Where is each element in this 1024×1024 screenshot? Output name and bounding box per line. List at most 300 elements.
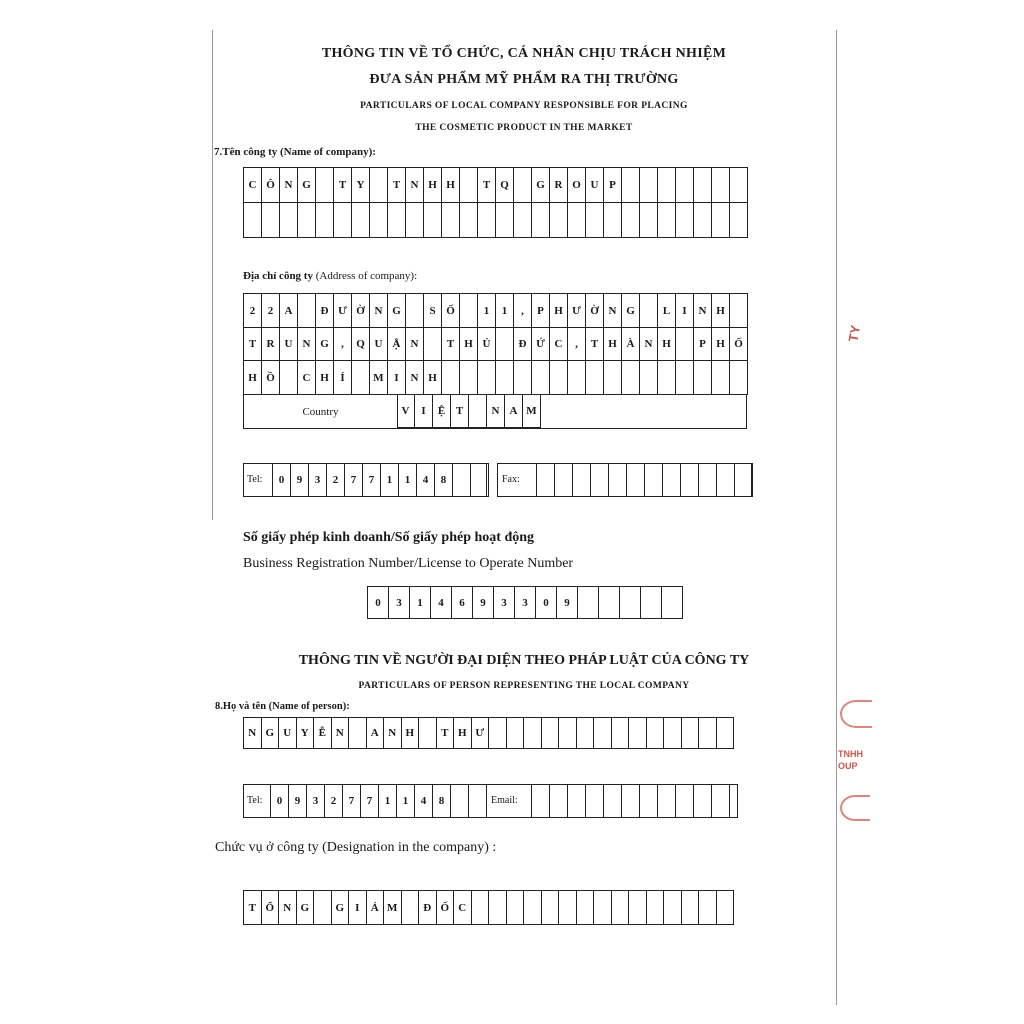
char-cell (244, 203, 262, 238)
stamp-fragment-mid (838, 748, 863, 772)
char-cell: 8 (435, 464, 453, 497)
char-cell: C (244, 168, 262, 203)
company-address-row1 (243, 293, 748, 328)
char-cell (334, 203, 352, 238)
company-fax-box (497, 463, 752, 497)
char-cell: H (460, 327, 478, 361)
person-email-box (486, 784, 738, 818)
char-cell (298, 203, 316, 238)
char-cell: 1 (478, 294, 496, 328)
char-cell (658, 168, 676, 203)
char-cell (676, 361, 694, 395)
char-cell (352, 203, 370, 238)
char-cell (735, 464, 753, 497)
char-cell (568, 361, 586, 395)
char-cell (694, 168, 712, 203)
char-cell (489, 891, 507, 925)
char-cell: T (334, 168, 352, 203)
char-cell: 7 (343, 785, 361, 818)
char-cell (699, 464, 717, 497)
char-cell: Q (496, 168, 514, 203)
char-cell (717, 891, 735, 925)
char-cell (730, 168, 748, 203)
char-cell (647, 718, 665, 749)
char-cell (604, 361, 622, 395)
char-cell: N (604, 294, 622, 328)
char-cell (471, 464, 489, 497)
char-cell: 6 (452, 587, 473, 619)
char-cell: G (332, 891, 350, 925)
char-cell (424, 203, 442, 238)
form-subtitle-line1: PARTICULARS OF LOCAL COMPANY RESPONSIBLE FOR PLACING (360, 101, 688, 111)
char-cell: Ờ (586, 294, 604, 328)
char-cell: G (388, 294, 406, 328)
char-cell (594, 718, 612, 749)
person-email-grid (531, 784, 730, 818)
char-cell: , (334, 327, 352, 361)
char-cell (676, 785, 694, 818)
company-tel-grid (272, 463, 489, 497)
char-cell (594, 891, 612, 925)
char-cell: Ổ (262, 891, 280, 925)
char-cell (460, 361, 478, 395)
char-cell (622, 203, 640, 238)
page-right-edge (836, 30, 837, 1005)
char-cell (314, 891, 332, 925)
char-cell: T (437, 718, 455, 749)
char-cell (730, 361, 748, 395)
char-cell (460, 168, 478, 203)
char-cell: L (658, 294, 676, 328)
char-cell: H (454, 718, 472, 749)
char-cell: Q (352, 327, 370, 361)
char-cell: U (280, 327, 298, 361)
char-cell (622, 361, 640, 395)
char-cell: M (523, 395, 541, 428)
char-cell (316, 168, 334, 203)
char-cell: T (451, 395, 469, 428)
char-cell: Ễ (314, 718, 332, 749)
char-cell: 0 (536, 587, 557, 619)
char-cell (640, 168, 658, 203)
form-title-line1: THÔNG TIN VỀ TỔ CHỨC, CÁ NHÂN CHỊU TRÁCH NHIỆM (321, 46, 727, 61)
char-cell (262, 203, 280, 238)
char-cell: R (550, 168, 568, 203)
char-cell (627, 464, 645, 497)
char-cell (559, 891, 577, 925)
char-cell (453, 464, 471, 497)
char-cell (663, 464, 681, 497)
char-cell (507, 891, 525, 925)
char-cell: N (298, 327, 316, 361)
char-cell (280, 203, 298, 238)
char-cell (712, 168, 730, 203)
char-cell (451, 785, 469, 818)
char-cell (629, 891, 647, 925)
char-cell: H (424, 361, 442, 395)
char-cell (622, 785, 640, 818)
char-cell: O (568, 168, 586, 203)
char-cell: M (384, 891, 402, 925)
char-cell: N (280, 168, 298, 203)
char-cell (460, 294, 478, 328)
char-cell: 1 (496, 294, 514, 328)
char-cell: G (622, 294, 640, 328)
char-cell: N (332, 718, 350, 749)
char-cell: 2 (325, 785, 343, 818)
char-cell: À (622, 327, 640, 361)
char-cell (604, 203, 622, 238)
char-cell (712, 361, 730, 395)
char-cell (694, 785, 712, 818)
char-cell (664, 718, 682, 749)
char-cell: Á (367, 891, 385, 925)
char-cell (496, 361, 514, 395)
char-cell: Đ (316, 294, 334, 328)
char-cell: N (694, 294, 712, 328)
char-cell (712, 785, 730, 818)
char-cell: 9 (289, 785, 307, 818)
char-cell: Ậ (388, 327, 406, 361)
char-cell: I (388, 361, 406, 395)
char-cell: N (406, 327, 424, 361)
char-cell (645, 464, 663, 497)
char-cell (658, 361, 676, 395)
person-tel-grid (270, 784, 487, 818)
char-cell: P (694, 327, 712, 361)
char-cell (550, 785, 568, 818)
char-cell: 9 (473, 587, 494, 619)
char-cell: Ố (437, 891, 455, 925)
char-cell (573, 464, 591, 497)
char-cell (555, 464, 573, 497)
page-left-edge (212, 30, 213, 520)
company-name-label: 7.Tên công ty (Name of company): (214, 146, 376, 158)
country-label: Country (302, 405, 339, 418)
char-cell (568, 785, 586, 818)
char-cell: R (262, 327, 280, 361)
address-label-en: (Address of company): (312, 270, 418, 282)
char-cell: N (279, 891, 297, 925)
char-cell: Ứ (532, 327, 550, 361)
char-cell: U (370, 327, 388, 361)
char-cell (662, 587, 683, 619)
char-cell (568, 203, 586, 238)
char-cell (469, 785, 487, 818)
char-cell (388, 203, 406, 238)
char-cell (532, 361, 550, 395)
char-cell: , (568, 327, 586, 361)
char-cell: H (244, 361, 262, 395)
char-cell (578, 587, 599, 619)
char-cell: P (604, 168, 622, 203)
char-cell (717, 718, 735, 749)
char-cell: Y (352, 168, 370, 203)
char-cell (370, 203, 388, 238)
char-cell: 4 (417, 464, 435, 497)
char-cell (478, 361, 496, 395)
stamp-arc-lower (840, 795, 870, 821)
company-address-row3 (243, 361, 748, 395)
company-tel-box (243, 463, 487, 497)
char-cell (640, 785, 658, 818)
char-cell: G (297, 891, 315, 925)
char-cell (586, 361, 604, 395)
char-cell: Đ (419, 891, 437, 925)
char-cell: 7 (361, 785, 379, 818)
char-cell (629, 718, 647, 749)
char-cell: P (532, 294, 550, 328)
stamp-arc-upper (840, 700, 872, 728)
char-cell: S (424, 294, 442, 328)
char-cell: 7 (345, 464, 363, 497)
char-cell (280, 361, 298, 395)
char-cell: Ô (262, 168, 280, 203)
char-cell (537, 464, 555, 497)
char-cell (514, 168, 532, 203)
char-cell: T (244, 891, 262, 925)
char-cell (524, 718, 542, 749)
char-cell: N (640, 327, 658, 361)
char-cell: 0 (273, 464, 291, 497)
char-cell: C (454, 891, 472, 925)
person-name-label: 8.Họ và tên (Name of person): (215, 701, 350, 712)
char-cell: 0 (271, 785, 289, 818)
company-address-row2 (243, 327, 748, 361)
char-cell: , (514, 294, 532, 328)
char-cell (370, 168, 388, 203)
stamp-text-oup: OUP (838, 761, 858, 771)
char-cell (622, 168, 640, 203)
char-cell (542, 718, 560, 749)
email-label: Email: (491, 795, 518, 806)
char-cell: I (349, 891, 367, 925)
char-cell (730, 203, 748, 238)
char-cell: H (402, 718, 420, 749)
char-cell (496, 203, 514, 238)
tel-label: Tel: (247, 474, 263, 485)
char-cell (640, 294, 658, 328)
char-cell: 1 (410, 587, 431, 619)
char-cell (489, 718, 507, 749)
char-cell: N (370, 294, 388, 328)
representative-subtitle: PARTICULARS OF PERSON REPRESENTING THE LOCAL COMPANY (358, 681, 690, 691)
char-cell: A (505, 395, 523, 428)
business-reg-label-vi: Số giấy phép kinh doanh/Số giấy phép hoạt động (243, 530, 535, 545)
char-cell (676, 327, 694, 361)
char-cell: 2 (244, 294, 262, 328)
char-cell: 4 (415, 785, 433, 818)
char-cell: 3 (309, 464, 327, 497)
char-cell (591, 464, 609, 497)
char-cell: 3 (515, 587, 536, 619)
char-cell: Ờ (352, 294, 370, 328)
char-cell: H (712, 327, 730, 361)
char-cell: 8 (433, 785, 451, 818)
business-reg-label-en: Business Registration Number/License to Operate Number (243, 556, 574, 571)
form-subtitle-line2: THE COSMETIC PRODUCT IN THE MARKET (415, 123, 633, 133)
char-cell (577, 718, 595, 749)
char-cell (532, 203, 550, 238)
char-cell: Ư (334, 294, 352, 328)
char-cell (406, 294, 424, 328)
char-cell: 1 (399, 464, 417, 497)
person-name-grid (243, 717, 734, 749)
char-cell: V (397, 395, 415, 428)
char-cell: U (586, 168, 604, 203)
char-cell (419, 718, 437, 749)
char-cell (442, 361, 460, 395)
char-cell (640, 203, 658, 238)
char-cell (682, 718, 700, 749)
person-tel-label: Tel: (247, 795, 263, 806)
char-cell (640, 361, 658, 395)
char-cell (604, 785, 622, 818)
char-cell: 1 (381, 464, 399, 497)
char-cell: Ủ (478, 327, 496, 361)
char-cell: 9 (291, 464, 309, 497)
char-cell (406, 203, 424, 238)
char-cell (514, 203, 532, 238)
char-cell: I (415, 395, 433, 428)
char-cell: H (658, 327, 676, 361)
designation-label: Chức vụ ở công ty (Designation in the company) : (215, 840, 497, 855)
char-cell: A (280, 294, 298, 328)
char-cell: 2 (327, 464, 345, 497)
char-cell: Ư (472, 718, 490, 749)
char-cell: 1 (397, 785, 415, 818)
char-cell (699, 718, 717, 749)
char-cell (542, 891, 560, 925)
fax-label: Fax: (502, 474, 520, 485)
char-cell: A (367, 718, 385, 749)
char-cell: T (388, 168, 406, 203)
char-cell: Í (334, 361, 352, 395)
country-label-cell (244, 395, 398, 428)
char-cell: Ố (442, 294, 460, 328)
char-cell (609, 464, 627, 497)
char-cell (612, 718, 630, 749)
char-cell: U (279, 718, 297, 749)
char-cell (586, 203, 604, 238)
char-cell (316, 203, 334, 238)
char-cell: N (487, 395, 505, 428)
char-cell: T (478, 168, 496, 203)
char-cell: G (262, 718, 280, 749)
char-cell (532, 785, 550, 818)
char-cell: 2 (262, 294, 280, 328)
char-cell (676, 203, 694, 238)
char-cell (352, 361, 370, 395)
char-cell: 0 (368, 587, 389, 619)
country-row (243, 395, 747, 429)
char-cell (507, 718, 525, 749)
char-cell (298, 294, 316, 328)
company-address-label (243, 270, 417, 282)
char-cell: Ư (568, 294, 586, 328)
char-cell: Y (297, 718, 315, 749)
char-cell: H (604, 327, 622, 361)
char-cell (717, 464, 735, 497)
char-cell (641, 587, 662, 619)
char-cell (469, 395, 487, 428)
char-cell: N (244, 718, 262, 749)
char-cell: T (442, 327, 460, 361)
char-cell: 1 (379, 785, 397, 818)
char-cell (612, 891, 630, 925)
char-cell (620, 587, 641, 619)
stamp-fragment-top (845, 324, 863, 343)
stamp-fragment-top-text: TY (845, 324, 864, 343)
char-cell (472, 891, 490, 925)
char-cell (559, 718, 577, 749)
char-cell: Đ (514, 327, 532, 361)
char-cell: 7 (363, 464, 381, 497)
char-cell: I (676, 294, 694, 328)
char-cell (550, 361, 568, 395)
char-cell (712, 203, 730, 238)
form-title-line2: ĐƯA SẢN PHẨM MỸ PHẨM RA THỊ TRƯỜNG (369, 72, 679, 87)
char-cell (730, 294, 748, 328)
char-cell: Ố (730, 327, 748, 361)
char-cell: T (586, 327, 604, 361)
representative-title: THÔNG TIN VỀ NGƯỜI ĐẠI DIỆN THEO PHÁP LUẬT CỦA CÔNG TY (298, 653, 750, 668)
country-grid (397, 394, 541, 428)
char-cell (599, 587, 620, 619)
char-cell: Ồ (262, 361, 280, 395)
char-cell: H (442, 168, 460, 203)
char-cell (699, 891, 717, 925)
char-cell: 9 (557, 587, 578, 619)
char-cell (402, 891, 420, 925)
char-cell: G (532, 168, 550, 203)
char-cell: 3 (307, 785, 325, 818)
char-cell: H (424, 168, 442, 203)
char-cell: T (244, 327, 262, 361)
char-cell: G (316, 327, 334, 361)
char-cell (424, 327, 442, 361)
char-cell (496, 327, 514, 361)
char-cell (514, 361, 532, 395)
char-cell: H (316, 361, 334, 395)
char-cell (658, 785, 676, 818)
char-cell (550, 203, 568, 238)
char-cell: N (406, 361, 424, 395)
char-cell: N (384, 718, 402, 749)
char-cell: Ệ (433, 395, 451, 428)
char-cell (664, 891, 682, 925)
char-cell: H (712, 294, 730, 328)
char-cell: M (370, 361, 388, 395)
char-cell (694, 203, 712, 238)
char-cell: H (550, 294, 568, 328)
char-cell (586, 785, 604, 818)
char-cell: G (298, 168, 316, 203)
company-fax-grid (536, 463, 753, 497)
char-cell (676, 168, 694, 203)
address-label-vi: Địa chỉ công ty (243, 270, 313, 282)
char-cell (658, 203, 676, 238)
char-cell: C (298, 361, 316, 395)
char-cell (349, 718, 367, 749)
char-cell (577, 891, 595, 925)
stamp-text-tnhh: TNHH (838, 749, 863, 759)
company-name-grid (243, 167, 748, 238)
char-cell (682, 891, 700, 925)
char-cell (478, 203, 496, 238)
person-tel-box (243, 784, 487, 818)
char-cell (647, 891, 665, 925)
